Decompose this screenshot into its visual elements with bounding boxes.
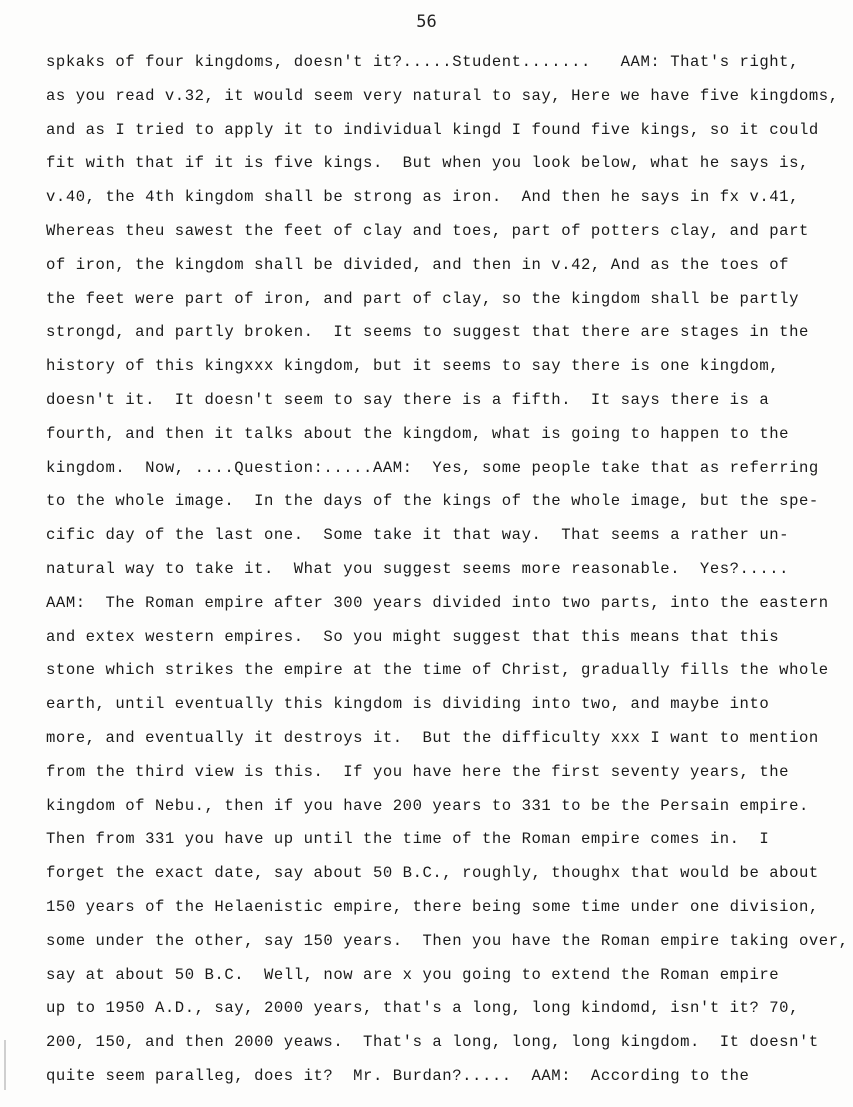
text-line: strongd, and partly broken. It seems to suggest that there are stages in the <box>46 323 809 342</box>
text-line: 150 years of the Helaenistic empire, there being some time under one division, <box>46 897 819 916</box>
text-line: doesn't it. It doesn't seem to say there is a fifth. It says there is a <box>46 390 770 409</box>
text-line: stone which strikes the empire at the time of Christ, gradually fills the whole <box>46 661 829 680</box>
text-line: some under the other, say 150 years. Then you have the Roman empire taking over, <box>46 931 849 950</box>
text-line: earth, until eventually this kingdom is dividing into two, and maybe into <box>46 695 770 714</box>
text-line: as you read v.32, it would seem very natural to say, Here we have five kingdoms, <box>46 86 839 105</box>
text-line: quite seem paralleg, does it? Mr. Burdan?..... AAM: According to the <box>46 1066 750 1085</box>
text-line: spkaks of four kingdoms, doesn't it?.....Student....... AAM: That's right, <box>46 53 799 71</box>
text-line: up to 1950 A.D., say, 2000 years, that's a long, long kindomd, isn't it? 70, <box>46 999 799 1018</box>
text-line: more, and eventually it destroys it. But the difficulty xxx I want to mention <box>46 728 819 747</box>
text-line: and extex western empires. So you might suggest that this means that this <box>46 627 780 646</box>
text-line: to the whole image. In the days of the kings of the whole image, but the spe- <box>46 492 819 511</box>
text-line: kingdom of Nebu., then if you have 200 years to 331 to be the Persain empire. <box>46 796 809 815</box>
text-line: and as I tried to apply it to individual kingd I found five kings, so it could <box>46 120 819 139</box>
text-line: from the third view is this. If you have here the first seventy years, the <box>46 762 790 781</box>
text-line: cific day of the last one. Some take it that way. That seems a rather un- <box>46 526 790 545</box>
text-line: kingdom. Now, ....Question:.....AAM: Yes, some people take that as referring <box>46 458 819 477</box>
margin-mark <box>4 1040 6 1090</box>
text-line: history of this kingxxx kingdom, but it seems to say there is one kingdom, <box>46 357 780 376</box>
text-line: natural way to take it. What you suggest seems more reasonable. Yes?..... <box>46 559 790 578</box>
text-line: 200, 150, and then 2000 yeaws. That's a long, long, long kingdom. It doesn't <box>46 1033 819 1052</box>
text-line: AAM: The Roman empire after 300 years divided into two parts, into the eastern <box>46 593 829 612</box>
text-line: Whereas theu sawest the feet of clay and toes, part of potters clay, and part <box>46 221 809 240</box>
text-line: fourth, and then it talks about the kingdom, what is going to happen to the <box>46 424 790 443</box>
text-line: say at about 50 B.C. Well, now are x you going to extend the Roman empire <box>46 965 780 984</box>
text-line: of iron, the kingdom shall be divided, and then in v.42, And as the toes of <box>46 255 790 274</box>
text-line: the feet were part of iron, and part of clay, so the kingdom shall be partly <box>46 289 799 308</box>
text-line: Then from 331 you have up until the time of the Roman empire comes in. I <box>46 830 770 849</box>
text-line: v.40, the 4th kingdom shall be strong as iron. And then he says in fx v.41, <box>46 188 799 207</box>
text-line: forget the exact date, say about 50 B.C., roughly, thoughx that would be about <box>46 864 819 883</box>
typed-text-body <box>46 46 849 1094</box>
page-number: 56 <box>416 12 437 32</box>
text-line: fit with that if it is five kings. But when you look below, what he says is, <box>46 154 809 173</box>
